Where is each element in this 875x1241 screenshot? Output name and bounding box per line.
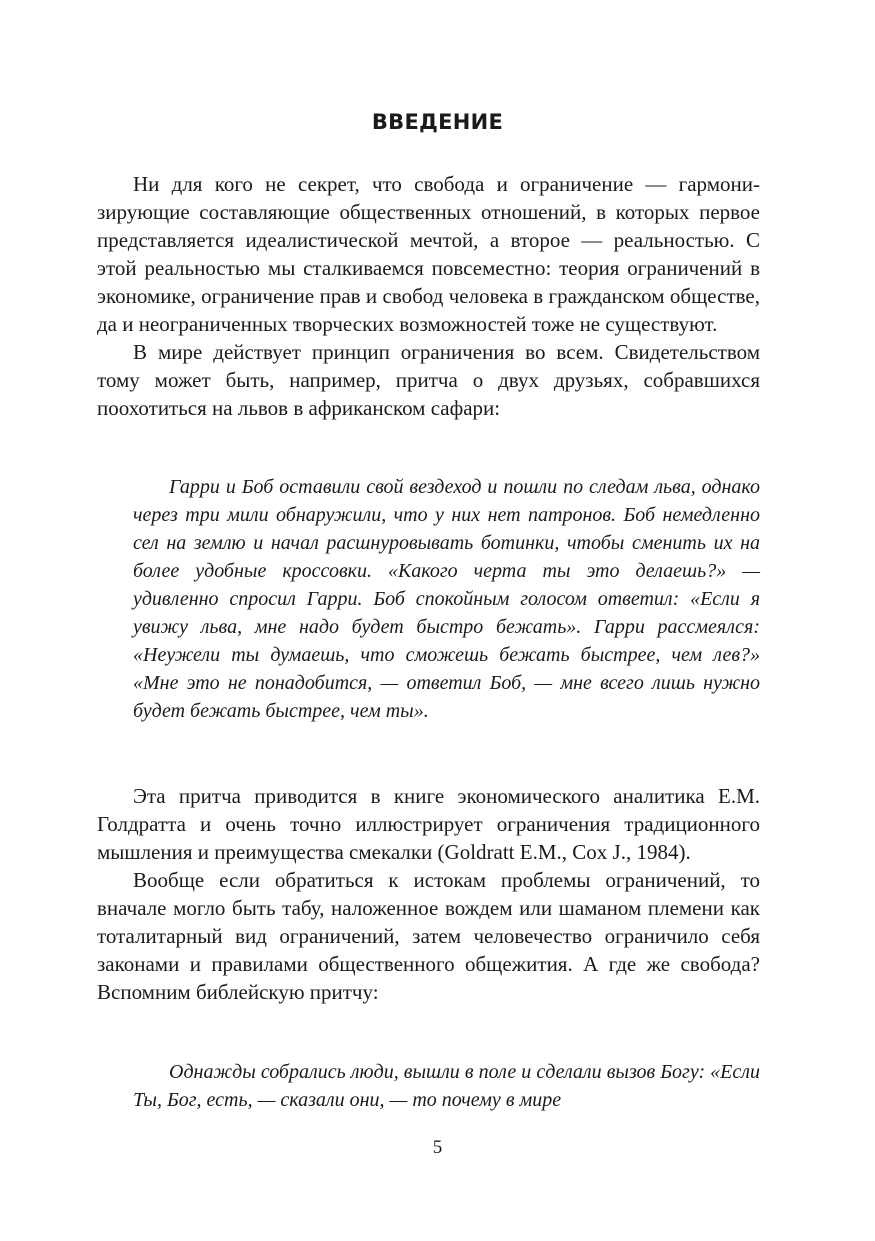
parable-section [97, 473, 760, 725]
intro-section [97, 170, 760, 422]
paragraph-freedom-limits: Ни для кого не секрет, что свобода и ограничение — гармонизирующие составляющие общественных отношений, в которых первое представляется идеалистической мечтой, а второе — реальностью. С этой реальностью мы сталкиваемся повсеместно: теория ограничений в экономике, ограничение прав и свобод человека в гражданском обществе, да и неограниченных творческих возможностей тоже не существуют. [97, 172, 760, 336]
paragraph-goldratt-reference: Эта притча приводится в книге экономического аналитика Е.М. Голдратта и очень точно иллюстрирует ограничения традиционного мышления и преимущества смекалки (Goldratt E.M., Cox J., 1984). [97, 784, 760, 864]
paragraph-principle-of-limits: В мире действует принцип ограничения во всем. Свидетельством тому может быть, например, притча о двух друзьях, собравшихся поохотиться на львов в африканском сафари: [97, 340, 760, 420]
chapter-heading: ВВЕДЕНИЕ [371, 110, 504, 134]
quote-biblical-parable: Однажды собрались люди, вышли в поле и сделали вызов Богу: «Если Ты, Бог, есть, — сказали они, — то почему в мире [133, 1061, 760, 1111]
commentary-section [97, 782, 760, 1006]
biblical-parable-section [97, 1058, 760, 1114]
page-number: 5 [432, 1137, 443, 1158]
quote-lion-parable: Гарри и Боб оставили свой вездеход и пошли по следам льва, однако через три мили обнаружили, что у них нет патронов. Боб немедленно сел на землю и начал расшнуровывать ботинки, чтобы сменить их на более удобные кроссовки. «Какого черта ты это делаешь?» — удивленно спросил Гарри. Боб спокойным голосом ответил: «Если я увижу льва, мне надо будет быстро бежать». Гарри рассмеялся: «Неужели ты думаешь, что сможешь бежать быстрее, чем лев?» «Мне это не понадобится, — ответил Боб, — мне всего лишь нужно будет бежать быстрее, чем ты». [133, 476, 760, 722]
paragraph-origins-of-limits: Вообще если обратиться к истокам проблемы ограничений, то вначале могло быть табу, наложенное вождем или шаманом племени как тоталитарный вид ограничений, затем человечество ограничило себя законами и правилами общественного общежития. А где же свобода? Вспомним библейскую притчу: [97, 868, 760, 1004]
